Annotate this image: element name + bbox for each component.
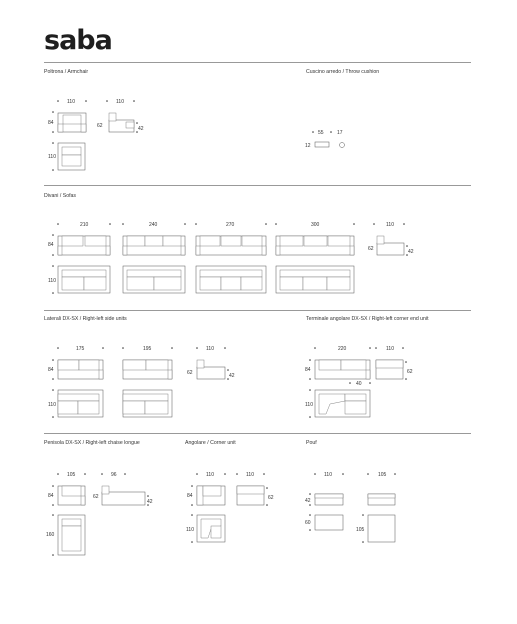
pouf-large-width-label: 110 bbox=[324, 472, 332, 478]
section-title-side-units: Laterali DX-SX / Right-left side units bbox=[44, 316, 127, 322]
side-unit-side-depth-label: 62 bbox=[187, 370, 193, 376]
sofa-270-front bbox=[196, 236, 266, 255]
cushion-side bbox=[340, 143, 345, 148]
cushion-group bbox=[305, 130, 345, 149]
sofa-side bbox=[377, 236, 404, 255]
side-unit-height-label: 84 bbox=[48, 367, 54, 373]
section-title-corner-unit: Angolare / Corner unit bbox=[185, 440, 236, 446]
sofas-group bbox=[48, 222, 414, 294]
sofa-210-top bbox=[58, 266, 110, 293]
cushion-height-label: 12 bbox=[305, 143, 311, 149]
sofa-240-width-label: 240 bbox=[149, 222, 158, 228]
sofa-300-front bbox=[276, 236, 354, 255]
armchair-side bbox=[109, 113, 134, 132]
chaise-group bbox=[46, 472, 153, 556]
armchair-front bbox=[58, 113, 86, 132]
corner-end-top bbox=[315, 390, 370, 417]
sofa-side-depth-label: 62 bbox=[368, 246, 374, 252]
chaise-top bbox=[58, 515, 85, 555]
chaise-side-width-label: 96 bbox=[111, 472, 117, 478]
sofa-300-width-label: 300 bbox=[311, 222, 320, 228]
sofa-depth-label: 110 bbox=[48, 278, 56, 284]
corner-unit-height-label: 84 bbox=[187, 493, 193, 499]
sofa-270-width-label: 270 bbox=[226, 222, 235, 228]
sofa-270-top bbox=[196, 266, 266, 293]
chaise-side-depth-label: 62 bbox=[93, 494, 99, 500]
chaise-width-label: 105 bbox=[67, 472, 76, 478]
armchair-side-width-label: 110 bbox=[116, 99, 124, 105]
side-unit-depth-label: 110 bbox=[48, 402, 56, 408]
pouf-small-width-label: 105 bbox=[378, 472, 387, 478]
section-title-sofas: Divani / Sofas bbox=[44, 193, 77, 199]
side-unit-175-width-label: 175 bbox=[76, 346, 85, 352]
corner-end-return-label: 40 bbox=[356, 381, 362, 387]
side-unit-side-height-label: 42 bbox=[229, 373, 235, 379]
saba-logo: saba bbox=[44, 25, 112, 56]
chaise-height-label: 84 bbox=[48, 493, 54, 499]
section-title-chaise: Penisola DX-SX / Right-left chaise longue bbox=[44, 440, 140, 446]
armchair-seat-height-label: 42 bbox=[138, 126, 144, 132]
corner-end-group bbox=[305, 346, 413, 418]
armchair-group bbox=[48, 99, 144, 171]
corner-end-side-width-label: 110 bbox=[386, 346, 394, 352]
side-units-group bbox=[48, 346, 235, 418]
sofa-240-front bbox=[123, 236, 185, 255]
corner-end-depth-label: 110 bbox=[305, 402, 313, 408]
chaise-front bbox=[58, 486, 85, 505]
pouf-large-top bbox=[315, 515, 343, 530]
corner-unit-group bbox=[186, 472, 274, 543]
corner-unit-side-depth-label: 62 bbox=[268, 495, 274, 501]
corner-end-width-label: 220 bbox=[338, 346, 347, 352]
section-title-armchair: Poltrona / Armchair bbox=[44, 69, 89, 75]
cushion-width-label: 55 bbox=[318, 130, 324, 136]
pouf-small-front bbox=[368, 494, 395, 505]
sofa-side-width-label: 110 bbox=[386, 222, 394, 228]
armchair-seat-depth-label: 62 bbox=[97, 123, 103, 129]
pouf-small-top bbox=[368, 515, 395, 542]
cushion-front bbox=[315, 142, 329, 147]
corner-unit-side bbox=[237, 486, 264, 505]
chaise-length-label: 160 bbox=[46, 532, 55, 538]
sofa-210-front bbox=[58, 236, 110, 255]
armchair-top bbox=[58, 143, 85, 170]
corner-end-height-label: 84 bbox=[305, 367, 311, 373]
corner-end-side bbox=[376, 360, 403, 379]
section-title-corner-end: Terminale angolare DX-SX / Right-left corner end unit bbox=[306, 316, 429, 322]
armchair-height-label: 84 bbox=[48, 120, 54, 126]
section-title-cushion: Cuscino arredo / Throw cushion bbox=[306, 69, 380, 75]
corner-unit-width-label: 110 bbox=[206, 472, 214, 478]
pouf-large-front bbox=[315, 494, 343, 505]
side-unit-195-front bbox=[123, 360, 172, 379]
side-unit-195-top bbox=[123, 390, 172, 417]
pouf-group bbox=[305, 472, 396, 543]
section-title-pouf: Pouf bbox=[306, 440, 317, 446]
side-unit-175-front bbox=[58, 360, 103, 379]
pouf-large-depth-label: 60 bbox=[305, 520, 311, 526]
sofa-210-width-label: 210 bbox=[80, 222, 89, 228]
corner-end-front bbox=[315, 360, 370, 379]
side-unit-195-width-label: 195 bbox=[143, 346, 152, 352]
pouf-small-depth-label: 105 bbox=[356, 527, 365, 533]
corner-unit-depth-label: 110 bbox=[186, 527, 194, 533]
sofa-240-top bbox=[123, 266, 185, 293]
chaise-side bbox=[102, 486, 145, 505]
armchair-width-label: 110 bbox=[67, 99, 75, 105]
pouf-height-label: 42 bbox=[305, 498, 311, 504]
corner-unit-front bbox=[197, 486, 225, 505]
side-unit-side-width-label: 110 bbox=[206, 346, 214, 352]
sofa-300-top bbox=[276, 266, 354, 293]
sofa-side-height-label: 42 bbox=[408, 249, 414, 255]
sofa-height-label: 84 bbox=[48, 242, 54, 248]
side-unit-side bbox=[197, 360, 225, 379]
corner-unit-side-width-label: 110 bbox=[246, 472, 254, 478]
cushion-thickness-label: 17 bbox=[337, 130, 343, 136]
chaise-side-height-label: 42 bbox=[147, 499, 153, 505]
corner-end-side-depth-label: 62 bbox=[407, 369, 413, 375]
side-unit-175-top bbox=[58, 390, 103, 417]
armchair-depth-label: 110 bbox=[48, 154, 56, 160]
corner-unit-top bbox=[197, 515, 225, 542]
